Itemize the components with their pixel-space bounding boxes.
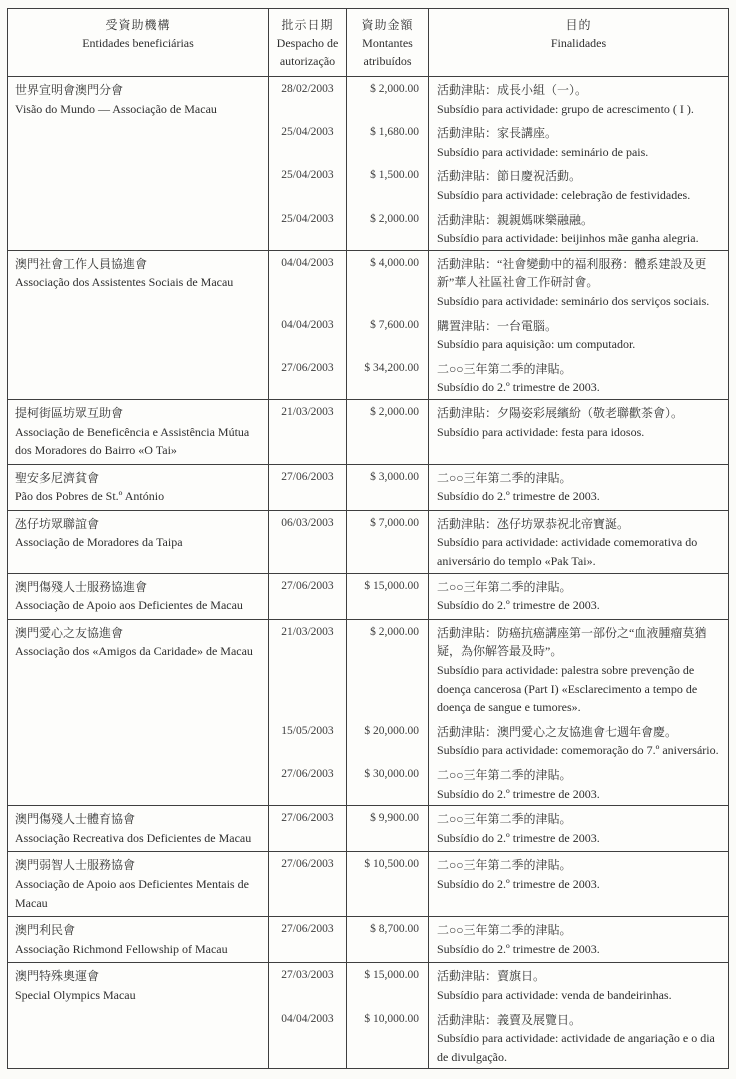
grant-purpose xyxy=(429,806,728,851)
grant-row xyxy=(269,852,728,916)
grant-list xyxy=(269,511,728,573)
grant-purpose-pt: Subsídio para actividade: beijinhos mãe ganha alegria. xyxy=(437,231,699,246)
table-row xyxy=(8,852,728,917)
grant-purpose-zh: 活動津貼：“社會變動中的福利服務：體系建設及更新”華人社區社會工作研討會。 xyxy=(437,256,707,290)
header-date-zh: 批示日期 xyxy=(281,18,334,32)
grant-purpose xyxy=(429,963,728,1006)
grant-purpose-pt: Subsídio para actividade: comemoração do 7.º aniversário. xyxy=(437,743,719,758)
grant-purpose-zh: 活動津貼：氹仔坊眾恭祝北帝寶誕。 xyxy=(437,516,630,531)
grant-amount: $ 30,000.00 xyxy=(347,762,429,805)
table-row xyxy=(8,574,728,620)
grant-purpose xyxy=(429,356,728,399)
grant-purpose-zh: 二○○三年第二季的津貼。 xyxy=(437,470,572,485)
entity-name-pt: Associação Richmond Fellowship of Macau xyxy=(15,941,228,956)
grant-date: 04/04/2003 xyxy=(269,251,347,313)
grant-purpose-pt: Subsídio para actividade: seminário de pais. xyxy=(437,144,649,159)
header-purpose xyxy=(429,9,728,76)
grant-date: 04/04/2003 xyxy=(269,1007,347,1069)
grant-row xyxy=(269,806,728,851)
grant-row xyxy=(269,356,728,399)
grant-list xyxy=(269,465,728,510)
entity-name-pt: Associação dos Assistentes Sociais de Macau xyxy=(15,275,234,290)
header-amount-pt: Montantes atribuídos xyxy=(362,36,413,68)
grant-amount: $ 8,700.00 xyxy=(347,917,429,962)
grant-amount: $ 34,200.00 xyxy=(347,356,429,399)
entity-name xyxy=(8,963,269,1068)
entity-name xyxy=(8,511,269,573)
grant-purpose-zh: 活動津貼：賣旗日。 xyxy=(437,969,546,984)
header-amount xyxy=(347,9,429,76)
grant-purpose-zh: 活動津貼：義賣及展覽日。 xyxy=(437,1012,582,1027)
subsidy-table xyxy=(7,8,729,1069)
grant-purpose xyxy=(429,313,728,356)
table-row xyxy=(8,400,728,465)
grant-purpose xyxy=(429,207,728,250)
entity-name-pt: Pão dos Pobres de St.º António xyxy=(15,489,165,504)
grant-date: 27/06/2003 xyxy=(269,806,347,851)
entity-name xyxy=(8,852,269,916)
grant-row xyxy=(269,511,728,573)
table-body xyxy=(8,77,728,1068)
grant-row xyxy=(269,620,728,719)
grant-date: 21/03/2003 xyxy=(269,400,347,464)
grant-purpose-zh: 活動津貼：家長講座。 xyxy=(437,126,558,141)
header-entity-pt: Entidades beneficiárias xyxy=(82,36,194,50)
entity-name xyxy=(8,620,269,805)
grant-row xyxy=(269,313,728,356)
table-header xyxy=(8,9,728,77)
grant-purpose xyxy=(429,719,728,762)
grant-purpose-zh: 活動津貼：成長小組（一）。 xyxy=(437,83,588,97)
grant-amount: $ 9,900.00 xyxy=(347,806,429,851)
entity-name-pt: Special Olympics Macau xyxy=(15,987,136,1002)
grant-list xyxy=(269,806,728,851)
grant-purpose xyxy=(429,251,728,313)
entity-name-pt: Visão do Mundo — Associação de Macau xyxy=(15,101,217,116)
grant-date: 25/04/2003 xyxy=(269,163,347,206)
entity-name-zh: 提柯街區坊眾互助會 xyxy=(15,405,124,420)
grant-row xyxy=(269,77,728,120)
grant-purpose-pt: Subsídio para actividade: seminário dos serviços sociais. xyxy=(437,293,710,308)
grant-purpose-pt: Subsídio do 2.º trimestre de 2003. xyxy=(437,830,600,845)
grant-amount: $ 20,000.00 xyxy=(347,719,429,762)
grant-row xyxy=(269,120,728,163)
grant-date: 27/06/2003 xyxy=(269,356,347,399)
entity-name-zh: 澳門傷殘人士體育協會 xyxy=(15,812,136,827)
grant-list xyxy=(269,620,728,805)
entity-name-zh: 世界宣明會澳門分會 xyxy=(15,83,124,97)
grant-list xyxy=(269,917,728,962)
table-row xyxy=(8,917,728,963)
grant-row xyxy=(269,251,728,313)
grant-purpose-pt: Subsídio para actividade: grupo de acrescimento ( I ). xyxy=(437,101,694,116)
grant-purpose-pt: Subsídio do 2.º trimestre de 2003. xyxy=(437,876,600,891)
grant-row xyxy=(269,719,728,762)
header-entity xyxy=(8,9,269,76)
grant-purpose-zh: 二○○三年第二季的津貼。 xyxy=(437,812,572,827)
table-row xyxy=(8,963,728,1068)
grant-list xyxy=(269,852,728,916)
grant-purpose xyxy=(429,852,728,916)
grant-purpose-pt: Subsídio para actividade: venda de bandeirinhas. xyxy=(437,987,672,1002)
grant-date: 27/06/2003 xyxy=(269,465,347,510)
grant-purpose-zh: 活動津貼：防癌抗癌講座第一部份之“血液腫瘤莫猶疑，為你解答最及時”。 xyxy=(437,625,707,659)
table-row xyxy=(8,465,728,511)
entity-name-pt: Associação dos «Amigos da Caridade» de Macau xyxy=(15,644,253,659)
entity-name-pt: Associação Recreativa dos Deficientes de Macau xyxy=(15,830,252,845)
grant-row xyxy=(269,574,728,619)
grant-row xyxy=(269,465,728,510)
grant-purpose-zh: 二○○三年第二季的津貼。 xyxy=(437,923,572,938)
header-entity-zh: 受資助機構 xyxy=(105,18,171,32)
table-row xyxy=(8,251,728,400)
entity-name xyxy=(8,77,269,250)
entity-name xyxy=(8,806,269,851)
grant-amount: $ 1,500.00 xyxy=(347,163,429,206)
grant-purpose-pt: Subsídio para actividade: festa para idosos. xyxy=(437,424,645,439)
grant-amount: $ 2,000.00 xyxy=(347,77,429,120)
entity-name-zh: 澳門弱智人士服務協會 xyxy=(15,858,136,873)
grant-date: 15/05/2003 xyxy=(269,719,347,762)
entity-name-zh: 澳門特殊奧運會 xyxy=(15,969,100,984)
entity-name xyxy=(8,400,269,464)
grant-purpose-pt: Subsídio para actividade: actividade de angariação e o dia de divulgação. xyxy=(437,1031,715,1064)
grant-amount: $ 4,000.00 xyxy=(347,251,429,313)
entity-name xyxy=(8,465,269,510)
entity-name-zh: 澳門傷殘人士服務協進會 xyxy=(15,579,148,594)
grant-purpose-zh: 活動津貼：親親媽咪樂融融。 xyxy=(437,212,594,227)
grant-purpose xyxy=(429,511,728,573)
entity-name-pt: Associação de Apoio aos Deficientes de Macau xyxy=(15,598,243,613)
grant-date: 27/06/2003 xyxy=(269,852,347,916)
grant-row xyxy=(269,917,728,962)
grant-date: 21/03/2003 xyxy=(269,620,347,719)
entity-name-zh: 聖安多尼濟貧會 xyxy=(15,470,100,485)
grant-date: 28/02/2003 xyxy=(269,77,347,120)
grant-purpose-zh: 購置津貼：一台電腦。 xyxy=(437,318,558,333)
grant-list xyxy=(269,77,728,250)
grant-date: 27/03/2003 xyxy=(269,963,347,1006)
grant-list xyxy=(269,251,728,399)
entity-name xyxy=(8,917,269,962)
grant-purpose-pt: Subsídio do 2.º trimestre de 2003. xyxy=(437,380,600,395)
grant-purpose-zh: 活動津貼：夕陽姿彩展繽紛（敬老聯歡茶會）。 xyxy=(437,405,684,420)
grant-purpose xyxy=(429,917,728,962)
grant-date: 27/06/2003 xyxy=(269,574,347,619)
grant-amount: $ 2,000.00 xyxy=(347,400,429,464)
grant-date: 27/06/2003 xyxy=(269,762,347,805)
grant-purpose-zh: 二○○三年第二季的津貼。 xyxy=(437,579,572,594)
entity-name-zh: 澳門社會工作人員協進會 xyxy=(15,256,148,271)
table-row xyxy=(8,620,728,806)
entity-name xyxy=(8,574,269,619)
header-purpose-pt: Finalidades xyxy=(550,36,607,50)
grant-amount: $ 10,500.00 xyxy=(347,852,429,916)
grant-row xyxy=(269,963,728,1006)
entity-name-zh: 澳門利民會 xyxy=(15,923,76,938)
grant-date: 06/03/2003 xyxy=(269,511,347,573)
entity-name-pt: Associação de Moradores da Taipa xyxy=(15,535,183,550)
grant-purpose-zh: 二○○三年第二季的津貼。 xyxy=(437,858,572,873)
header-date xyxy=(269,9,347,76)
grant-purpose xyxy=(429,574,728,619)
grant-purpose xyxy=(429,163,728,206)
table-row xyxy=(8,806,728,852)
grant-purpose xyxy=(429,620,728,719)
grant-amount: $ 7,000.00 xyxy=(347,511,429,573)
grant-purpose-zh: 二○○三年第二季的津貼。 xyxy=(437,768,572,782)
grant-purpose xyxy=(429,120,728,163)
grant-amount: $ 1,680.00 xyxy=(347,120,429,163)
grant-purpose-pt: Subsídio do 2.º trimestre de 2003. xyxy=(437,786,600,801)
grant-amount: $ 2,000.00 xyxy=(347,620,429,719)
header-purpose-zh: 目的 xyxy=(565,18,592,32)
grant-row xyxy=(269,1007,728,1069)
entity-name-zh: 氹仔坊眾聯誼會 xyxy=(15,516,100,531)
grant-row xyxy=(269,163,728,206)
grant-purpose-pt: Subsídio para actividade: celebração de festividades. xyxy=(437,187,691,202)
grant-purpose-pt: Subsídio para actividade: actividade comemorativa do aniversário do templo «Pak Tai». xyxy=(437,535,698,569)
grant-amount: $ 15,000.00 xyxy=(347,574,429,619)
grant-date: 25/04/2003 xyxy=(269,120,347,163)
grant-purpose xyxy=(429,465,728,510)
grant-purpose-zh: 活動津貼：節日慶祝活動。 xyxy=(437,169,582,184)
table-row xyxy=(8,77,728,251)
grant-list xyxy=(269,400,728,464)
grant-amount: $ 7,600.00 xyxy=(347,313,429,356)
grant-purpose-pt: Subsídio para actividade: palestra sobre prevenção de doença cancerosa (Part I) «Esclarecimento a tempo de doença de sangue e tumores». xyxy=(437,663,698,715)
grant-purpose-pt: Subsídio para aquisição: um computador. xyxy=(437,337,636,352)
entity-name xyxy=(8,251,269,399)
grant-row xyxy=(269,400,728,464)
grant-date: 27/06/2003 xyxy=(269,917,347,962)
grant-list xyxy=(269,574,728,619)
grant-row xyxy=(269,762,728,805)
grant-purpose xyxy=(429,400,728,464)
grant-list xyxy=(269,963,728,1068)
grant-purpose-pt: Subsídio do 2.º trimestre de 2003. xyxy=(437,941,600,956)
entity-name-pt: Associação de Beneficência e Assistência Mútua dos Moradores do Bairro «O Tai» xyxy=(15,424,250,458)
grant-amount: $ 3,000.00 xyxy=(347,465,429,510)
grant-purpose-zh: 二○○三年第二季的津貼。 xyxy=(437,361,572,376)
grant-date: 25/04/2003 xyxy=(269,207,347,250)
grant-row xyxy=(269,207,728,250)
header-amount-zh: 資助金額 xyxy=(361,18,414,32)
header-date-pt: Despacho de autorização xyxy=(276,36,339,68)
grant-purpose xyxy=(429,77,728,120)
grant-purpose xyxy=(429,1007,728,1069)
table-row xyxy=(8,511,728,574)
grant-purpose xyxy=(429,762,728,805)
grant-date: 04/04/2003 xyxy=(269,313,347,356)
grant-amount: $ 10,000.00 xyxy=(347,1007,429,1069)
grant-purpose-pt: Subsídio do 2.º trimestre de 2003. xyxy=(437,598,600,613)
grant-purpose-pt: Subsídio do 2.º trimestre de 2003. xyxy=(437,489,600,504)
entity-name-pt: Associação de Apoio aos Deficientes Mentais de Macau xyxy=(15,876,249,910)
entity-name-zh: 澳門愛心之友協進會 xyxy=(15,625,124,640)
grant-purpose-zh: 活動津貼：澳門愛心之友協進會七週年會慶。 xyxy=(437,724,678,739)
grant-amount: $ 15,000.00 xyxy=(347,963,429,1006)
grant-amount: $ 2,000.00 xyxy=(347,207,429,250)
